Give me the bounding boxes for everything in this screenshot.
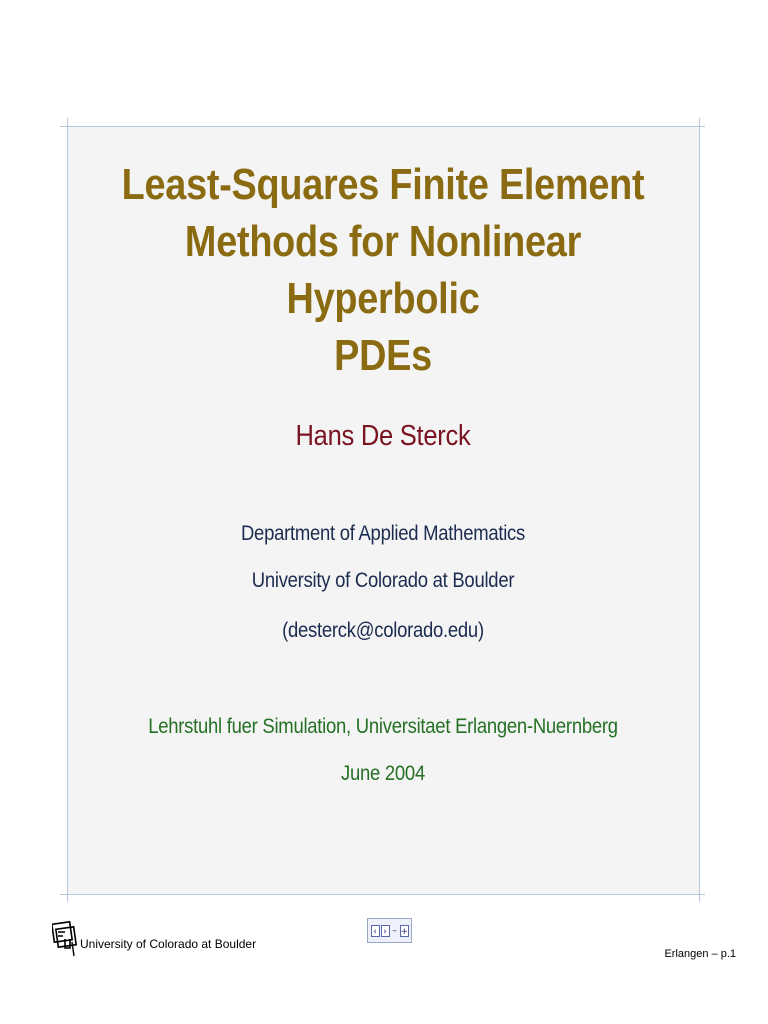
email[interactable]: (desterck@colorado.edu) — [282, 619, 484, 642]
university: University of Colorado at Boulder — [251, 569, 515, 592]
prev-slide-button[interactable]: ‹ — [371, 925, 380, 937]
cu-logo-icon — [52, 920, 78, 958]
zoom-in-button[interactable]: + — [400, 926, 409, 937]
footer-branding — [52, 918, 256, 958]
zoom-out-button[interactable]: – — [392, 925, 397, 936]
slide-navigation — [367, 918, 412, 943]
title-line-2: Methods for Nonlinear Hyperbolic — [184, 217, 582, 323]
department: Department of Applied Mathematics — [240, 522, 526, 545]
next-slide-button[interactable]: › — [381, 925, 390, 937]
frame-line-right — [699, 118, 700, 902]
author-name: Hans De Sterck — [295, 420, 471, 452]
frame-line-bottom — [60, 894, 705, 895]
frame-line-top — [60, 126, 705, 127]
venue-institution: Lehrstuhl fuer Simulation, Universitaet Erlangen-Nuernberg — [148, 715, 618, 738]
page-label: Erlangen – p.1 — [664, 948, 736, 960]
footer-university: University of Colorado at Boulder — [80, 937, 257, 951]
title-line-3: PDEs — [334, 331, 432, 380]
frame-line-left — [67, 118, 68, 902]
slide-title — [111, 156, 655, 384]
title-line-1: Least-Squares Finite Element — [121, 160, 645, 209]
venue-date: June 2004 — [341, 762, 425, 785]
